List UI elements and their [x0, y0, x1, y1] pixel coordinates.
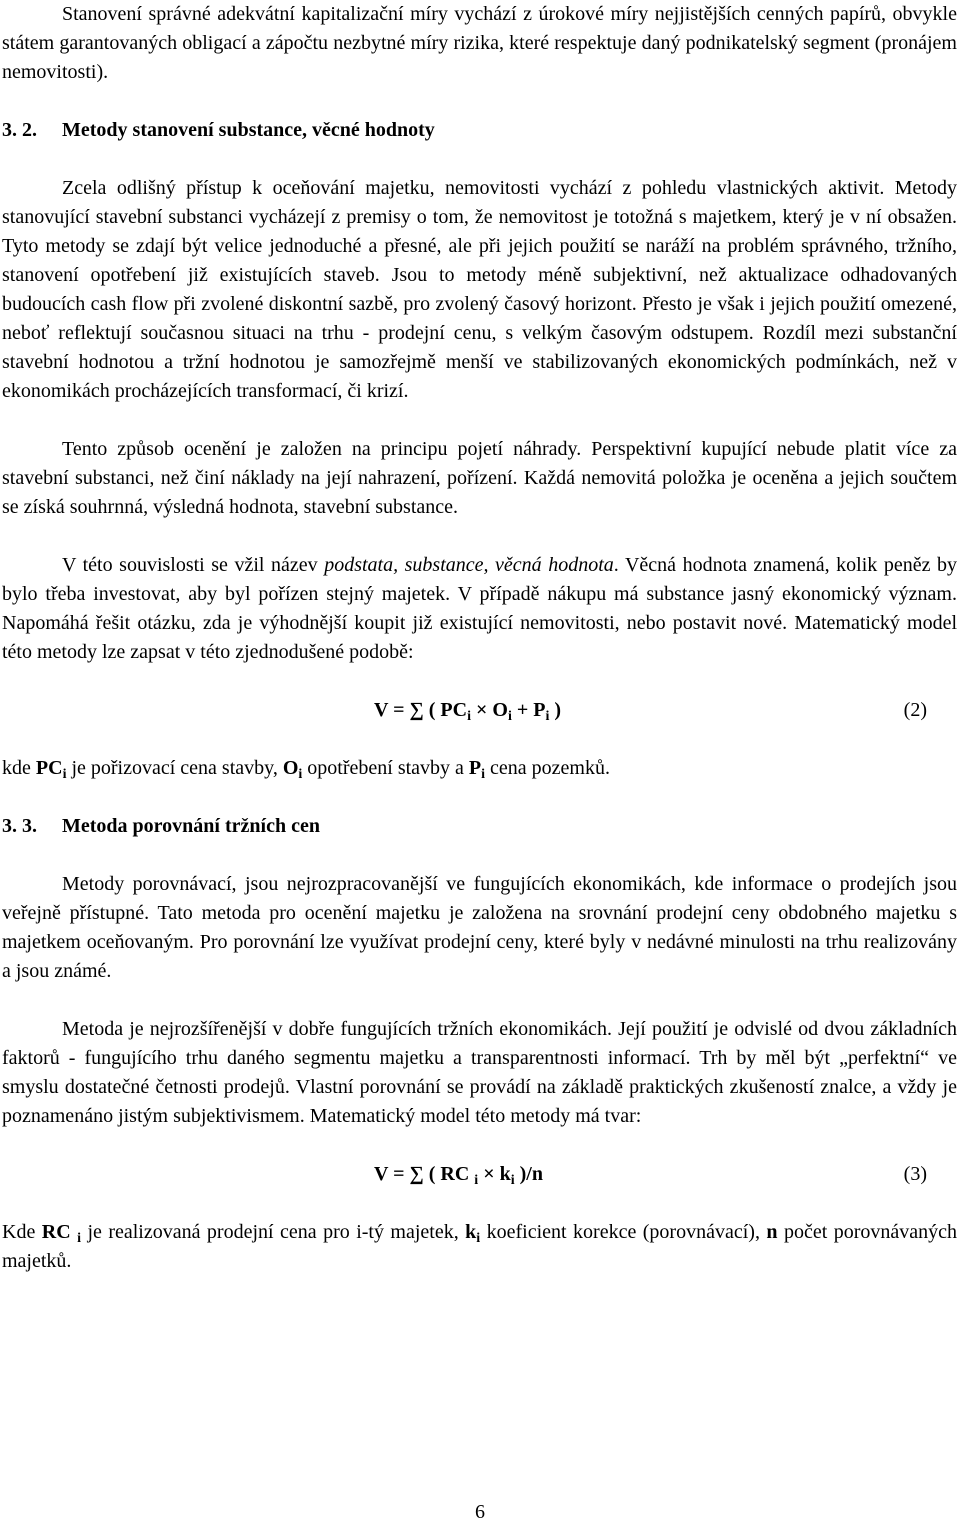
section-title: Metoda porovnání tržních cen: [62, 815, 320, 837]
text-run: . Věcná hodnota znamená, kolik peněz by bylo třeba investovat, aby byl pořízen stejný majetek. V případě nákupu má substance jasný ekonomický význam. Napomáhá řešit otázku, zda je výhodnější koupit již existující nemovitosti, nebo postavit nové. Matematický model této metody lze zapsat v této zjednodušené podobě:: [2, 554, 957, 663]
equation-number: (2): [903, 699, 927, 721]
formula-3: [2, 1160, 957, 1189]
paragraph-formula-3-legend: Kde RC $_i$ je realizovaná prodejní cena pro i-tý majetek, $k_i$ koeficient korekce (porovnávací), n počet porovnávaných majetků.: [2, 1221, 958, 1272]
section-number: 3. 3.: [2, 815, 37, 837]
paragraph-capitalization-rate: Stanovení správné adekvátní kapitalizační míry vychází z úrokové míry nejjistějších cenných papírů, obvykle státem garantovaných obligací a zápočtu nezbytné míry rizika, které respektuje daný podnikatelský segment (pronájem nemovitosti).: [2, 3, 957, 83]
formula-2: [2, 696, 957, 725]
section-title: Metody stanovení substance, věcné hodnoty: [62, 119, 435, 141]
paragraph-replacement-principle: Tento způsob ocenění je založen na principu pojetí náhrady. Perspektivní kupující nebude platit více za stavební substanci, než činí náklady na její nahrazení, pořízení. Každá nemovitá položka je oceněna a jejich součtem se získá souhrnná, výsledná hodnota, stavební substance.: [2, 438, 957, 518]
section-heading-3-2: [2, 116, 957, 145]
formula-expression: V = ∑ ( $PC_i \times O_i + P_i$ ): [374, 699, 562, 724]
paragraph-formula-2-legend: kde $PC_i$ je pořizovací cena stavby, $O_i$ opotřebení stavby a $P_i$ cena pozemků.: [2, 757, 610, 782]
section-number: 3. 2.: [2, 119, 37, 141]
paragraph-comparison-methods: Metody porovnávací, jsou nejrozpracovanější ve fungujících ekonomikách, kde informace o prodejích jsou veřejně přístupné. Tato metoda pro ocenění majetku je založena na srovnání prodejní ceny obdobného majetku s majetkem oceňovaným. Pro porovnání lze využívat prodejní ceny, které byly v nedávné minulosti na trhu realizovány a jsou známé.: [2, 873, 957, 982]
sigma-symbol: ∑: [409, 699, 424, 721]
times-symbol: ×: [475, 699, 488, 721]
paragraph-substance-value: [2, 551, 957, 667]
italic-term: podstata, substance, věcná hodnota: [324, 554, 614, 576]
paragraph-market-factors: Metoda je nejrozšířenější v dobře fungujících tržních ekonomikách. Její použití je odvislé od dvou základních faktorů - fungujícího trhu daného segmentu majetku a transparentnosti informací. Trh by měl být „perfektní“ ve smyslu dostatečné četnosti prodejů. Vlastní porovnání se provádí na základě praktických zkušeností znalce, a vždy je poznamenáno jistým subjektivismem. Matematický model této metody má tvar:: [2, 1018, 957, 1127]
formula-expression: V = ∑ ( RC $_i \times k_i$ )/n: [374, 1163, 543, 1188]
document-page: [2, 0, 957, 1276]
paragraph-substance-methods: Zcela odlišný přístup k oceňování majetku, nemovitosti vychází z pohledu vlastnických aktivit. Metody stanovující stavební substanci vycházejí z premisy o tom, že nemovitost je totožná s majetkem, který je v ní obsažen. Tyto metody se zdají být velice jednoduché a přesné, ale při jejich použití se naráží na problém správného, tržního, stanovení opotřebení již existujících staveb. Jsou to metody méně subjektivní, než aktualizace odhadovaných budoucích cash flow při zvolené diskontní sazbě, pro zvolený časový horizont. Přesto je však i jejich použití omezené, neboť reflektují současnou situaci na trhu - prodejní cenu, s velkým časovým odstupem. Rozdíl mezi substanční stavební hodnotou a tržní hodnotou je samozřejmě menší ve stabilizovaných ekonomických podmínkách, než v ekonomikách procházejících transformací, či krizí.: [2, 177, 957, 402]
section-heading-3-3: [2, 812, 957, 841]
times-symbol: ×: [483, 1163, 495, 1185]
sigma-symbol: ∑: [409, 1163, 424, 1185]
text-run: V této souvislosti se vžil název: [62, 554, 325, 576]
page-number: 6: [475, 1501, 485, 1523]
equation-number: (3): [903, 1163, 927, 1185]
